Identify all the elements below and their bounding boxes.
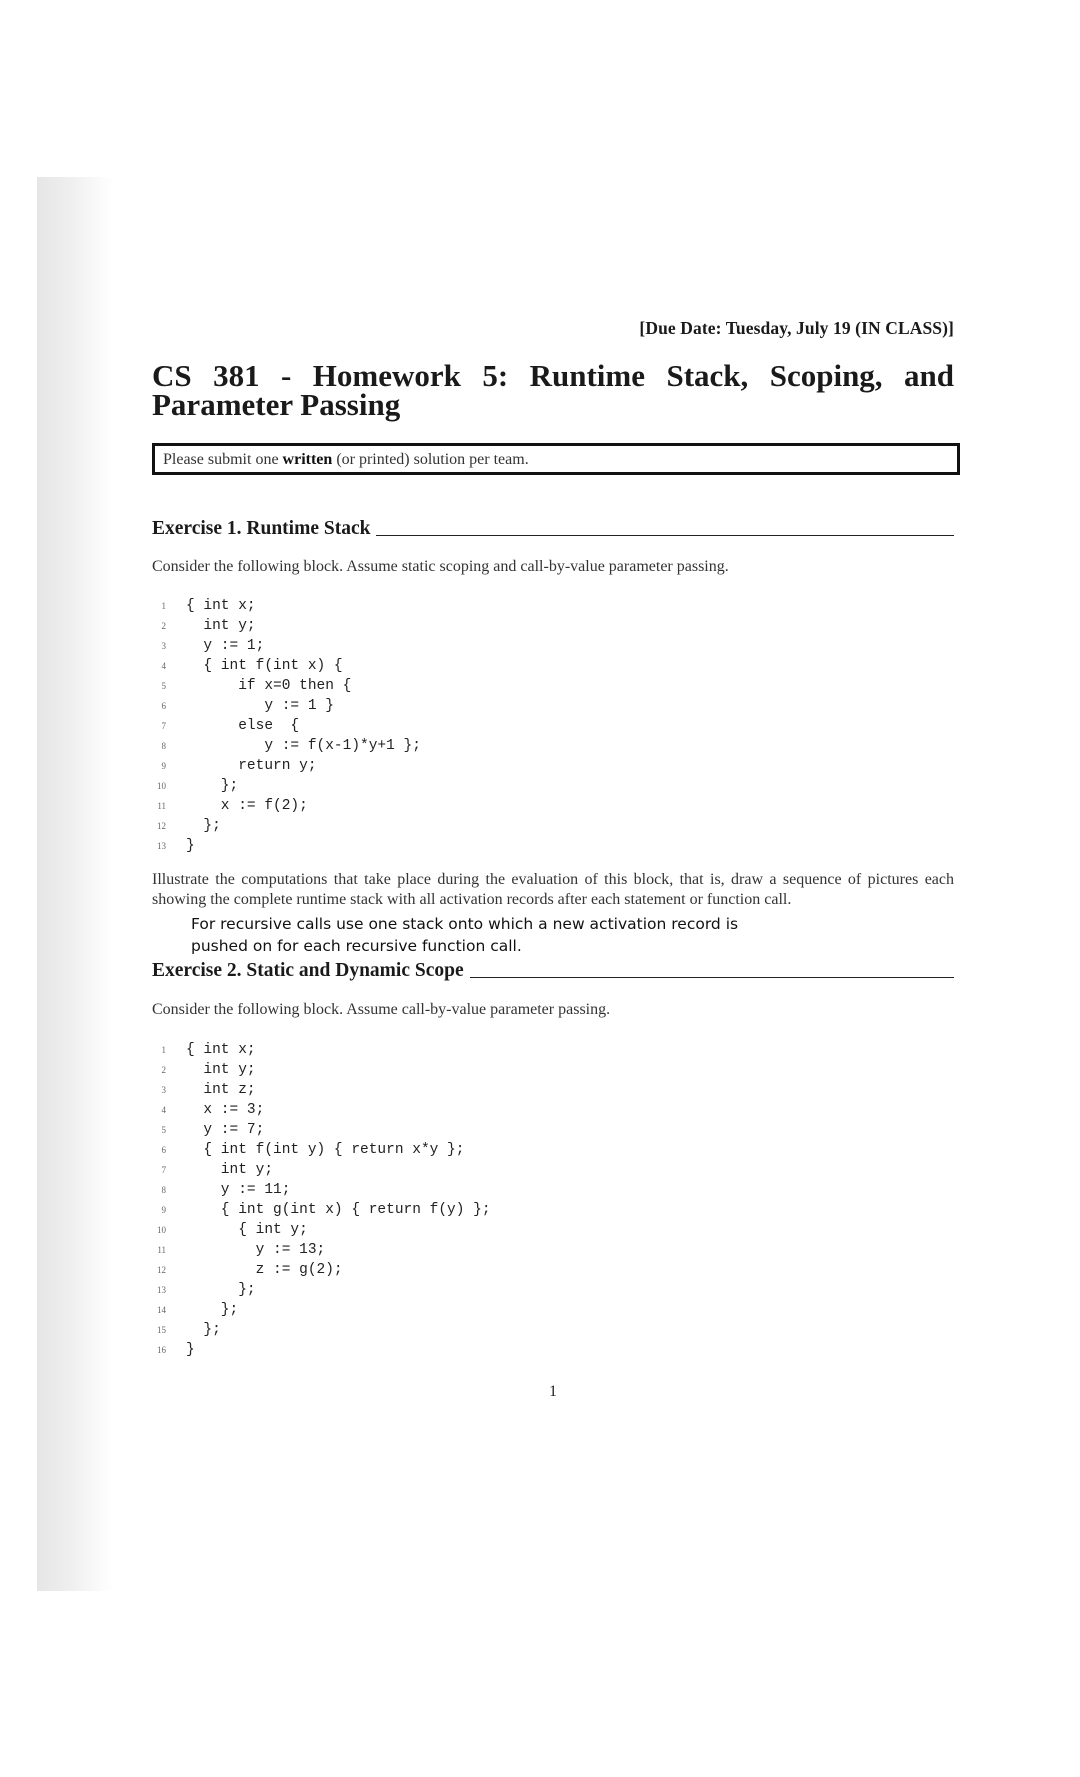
code-line [152,1120,752,1140]
line-number: 11 [157,801,166,811]
line-number: 9 [161,761,166,771]
line-number: 13 [157,1285,166,1295]
line-number: 10 [157,781,166,791]
code-text: z := g(2); [186,1262,343,1278]
notice-text-before: Please submit one [163,451,283,468]
code-line [152,1060,752,1080]
code-text: { int x; [186,1042,256,1058]
code-line [152,636,752,656]
line-number: 16 [157,1345,166,1355]
exercise1-task: Illustrate the computations that take place during the evaluation of this block, that is, draw a sequence of pictures each showing the complete runtime stack with all activation records after each statement or function call. [152,871,954,908]
note-line-2: pushed on for each recursive function call. [191,937,522,955]
line-number: 3 [161,641,166,651]
code-line [152,596,752,616]
code-text: int y; [186,1062,256,1078]
line-number: 9 [161,1205,166,1215]
exercise1-heading-text: Exercise 1. Runtime Stack [152,518,371,539]
code-line [152,676,752,696]
line-number: 6 [161,701,166,711]
submission-notice [152,443,960,475]
notice-text-after: (or printed) solution per team. [332,451,529,468]
exercise2-heading-text: Exercise 2. Static and Dynamic Scope [152,960,464,981]
code-line [152,1160,752,1180]
line-number: 13 [157,841,166,851]
code-text: x := 3; [186,1102,265,1118]
code-line [152,836,752,856]
code-text: y := f(x-1)*y+1 }; [186,738,421,754]
line-number: 5 [161,681,166,691]
code-line [152,1100,752,1120]
line-number: 4 [161,661,166,671]
exercise2-intro: Consider the following block. Assume call-by-value parameter passing. [152,1001,611,1018]
notice-text-bold: written [282,451,333,468]
code-text: } [186,1342,195,1358]
code-text: int y; [186,1162,274,1178]
code-line [152,776,752,796]
code-text: }; [186,1302,239,1318]
code-text: }; [186,818,221,834]
code-line [152,816,752,836]
exercise2-code-block [152,1040,752,1360]
line-number: 2 [161,1065,166,1075]
line-number: 7 [161,721,166,731]
line-number: 3 [161,1085,166,1095]
page-number: 1 [549,1383,557,1400]
code-text: return y; [186,758,317,774]
code-text: } [186,838,195,854]
line-number: 12 [157,821,166,831]
scan-edge-shadow [37,177,113,1591]
exercise2-heading [152,958,954,982]
code-line [152,736,752,756]
code-line [152,1280,752,1300]
code-line [152,1240,752,1260]
code-text: y := 7; [186,1122,265,1138]
exercise1-added-note [191,913,791,957]
code-line [152,716,752,736]
code-text: { int f(int x) { [186,658,343,674]
document-page [152,0,954,1777]
code-line [152,1180,752,1200]
code-text: int z; [186,1082,256,1098]
exercise1-heading-rule [376,535,954,536]
code-text: { int y; [186,1222,308,1238]
line-number: 1 [161,1045,166,1055]
code-text: y := 13; [186,1242,326,1258]
exercise1-code-block [152,596,752,856]
exercise2-heading-rule [470,977,954,978]
exercise1-intro: Consider the following block. Assume static scoping and call-by-value parameter passing. [152,558,729,575]
line-number: 4 [161,1105,166,1115]
code-text: x := f(2); [186,798,308,814]
code-text: y := 1 } [186,698,334,714]
code-text: { int x; [186,598,256,614]
code-line [152,1340,752,1360]
line-number: 8 [161,1185,166,1195]
due-date: [Due Date: Tuesday, July 19 (IN CLASS)] [639,318,954,338]
code-text: else { [186,718,300,734]
code-line [152,696,752,716]
line-number: 12 [157,1265,166,1275]
line-number: 5 [161,1125,166,1135]
code-line [152,1080,752,1100]
code-line [152,1140,752,1160]
exercise1-heading [152,516,954,540]
code-text: y := 11; [186,1182,291,1198]
code-line [152,656,752,676]
code-line [152,796,752,816]
code-text: }; [186,1322,221,1338]
line-number: 6 [161,1145,166,1155]
code-text: int y; [186,618,256,634]
line-number: 14 [157,1305,166,1315]
page-title: CS 381 - Homework 5: Runtime Stack, Scoping, and Parameter Passing [152,358,954,422]
code-line [152,616,752,636]
code-line [152,1260,752,1280]
line-number: 7 [161,1165,166,1175]
code-text: }; [186,1282,256,1298]
code-text: { int f(int y) { return x*y }; [186,1142,465,1158]
code-line [152,1300,752,1320]
code-text: y := 1; [186,638,265,654]
line-number: 11 [157,1245,166,1255]
code-text: if x=0 then { [186,678,352,694]
code-text: }; [186,778,239,794]
code-line [152,1040,752,1060]
note-line-1: For recursive calls use one stack onto which a new activation record is [191,915,739,933]
line-number: 2 [161,621,166,631]
code-line [152,756,752,776]
line-number: 1 [161,601,166,611]
code-line [152,1200,752,1220]
code-line [152,1320,752,1340]
line-number: 10 [157,1225,166,1235]
line-number: 8 [161,741,166,751]
line-number: 15 [157,1325,166,1335]
code-text: { int g(int x) { return f(y) }; [186,1202,491,1218]
code-line [152,1220,752,1240]
